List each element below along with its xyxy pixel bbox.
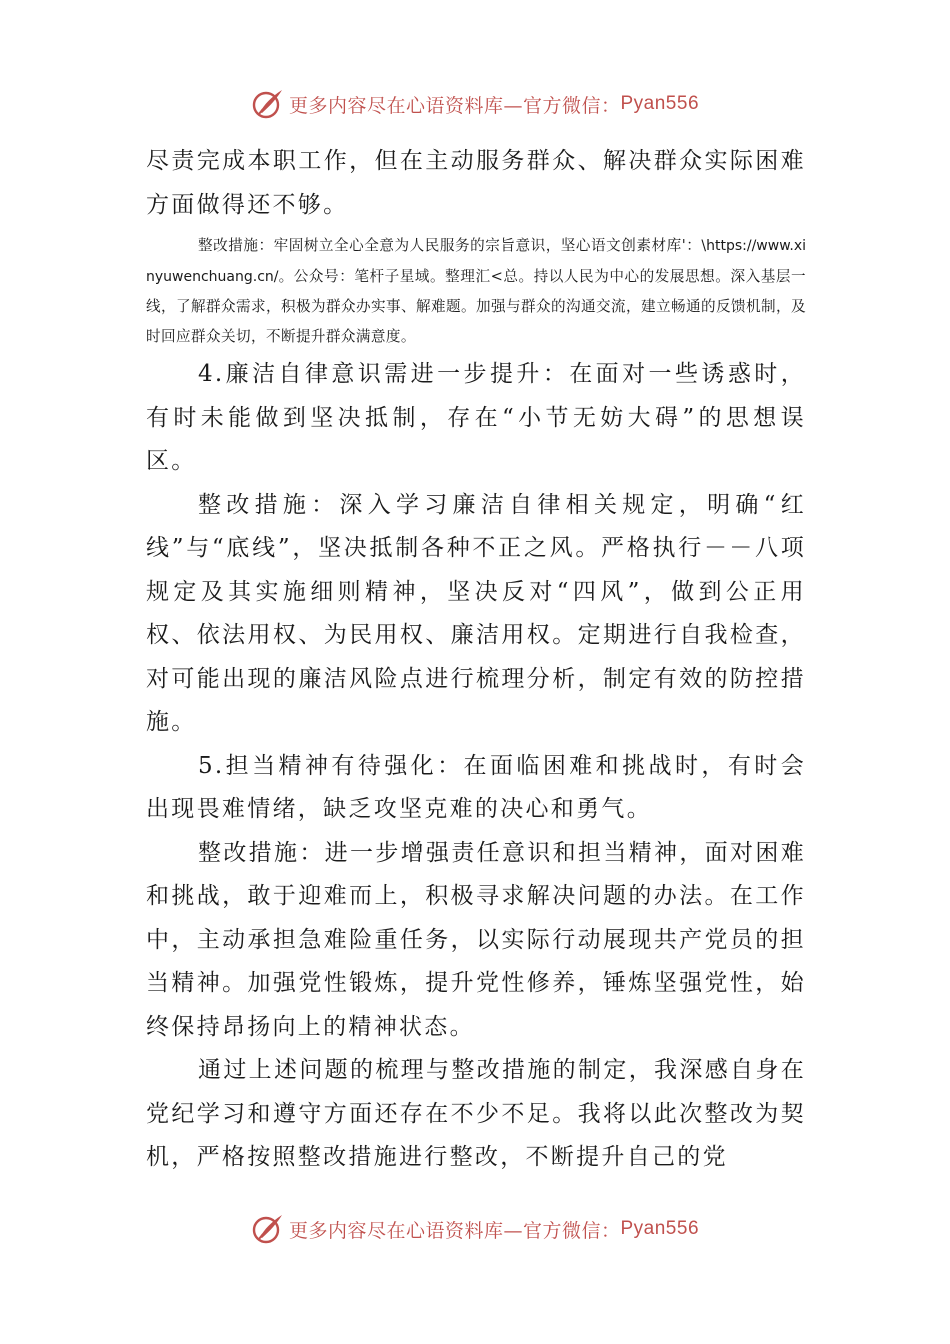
document-body [146, 140, 806, 1180]
url-text: \https://www.xinyuwenchuang.cn/ [146, 238, 806, 285]
paragraph-measures-4: 整改措施：深入学习廉洁自律相关规定，明确“红线”与“底线”，坚决抵制各种不正之风。严格执行－－八项规定及其实施细则精神，坚决反对“四风”，做到公正用权、依法用权、为民用权、廉洁用权。定期进行自我检查，对可能出现的廉洁风险点进行梳理分析，制定有效的防控措施。 [146, 491, 806, 735]
paragraph-item-5: 5.担当精神有待强化：在面临困难和挑战时，有时会出现畏难情绪，缺乏攻坚克难的决心和勇气。 [146, 752, 806, 822]
small-text-part2: 。公众号：笔杆子星域。整理汇<总。持以人民为中心的发展思想。深入基层一线，了解群众需求，积极为群众办实事、解难题。加强与群众的沟通交流，建立畅通的反馈机制，及时回应群众关切，不断提升群众满意度。 [146, 267, 806, 345]
quill-logo-icon [251, 87, 285, 121]
paragraph-item-4: 4.廉洁自律意识需进一步提升：在面对一些诱惑时，有时未能做到坚决抵制，存在“小节无妨大碍”的思想误区。 [146, 361, 806, 474]
banner-handle: Pyan556 [620, 93, 700, 114]
paragraph-small-measures [146, 231, 806, 351]
paragraph-measures-5: 整改措施：进一步增强责任意识和担当精神，面对困难和挑战，敢于迎难而上，积极寻求解决问题的办法。在工作中，主动承担急难险重任务，以实际行动展现共产党员的担当精神。加强党性锻炼，提升党性修养，锤炼坚强党性，始终保持昂扬向上的精神状态。 [146, 839, 806, 1040]
banner-text: 更多内容尽在心语资料库—官方微信： [288, 1219, 621, 1242]
footer-watermark-banner [0, 1209, 950, 1249]
paragraph-conclusion: 通过上述问题的梳理与整改措施的制定，我深感自身在党纪学习和遵守方面还存在不少不足。我将以此次整改为契机，严格按照整改措施进行整改，不断提升自己的党 [146, 1057, 806, 1170]
small-text-part1: 整改措施：牢固树立全心全意为人民服务的宗旨意识，坚心语文创素材库'： [198, 237, 702, 254]
banner-text: 更多内容尽在心语资料库—官方微信： [288, 94, 621, 117]
header-watermark-banner [0, 84, 950, 124]
quill-logo-icon [251, 1212, 285, 1246]
banner-handle: Pyan556 [620, 1218, 700, 1239]
paragraph-continuation: 尽责完成本职工作，但在主动服务群众、解决群众实际困难方面做得还不够。 [146, 148, 806, 218]
